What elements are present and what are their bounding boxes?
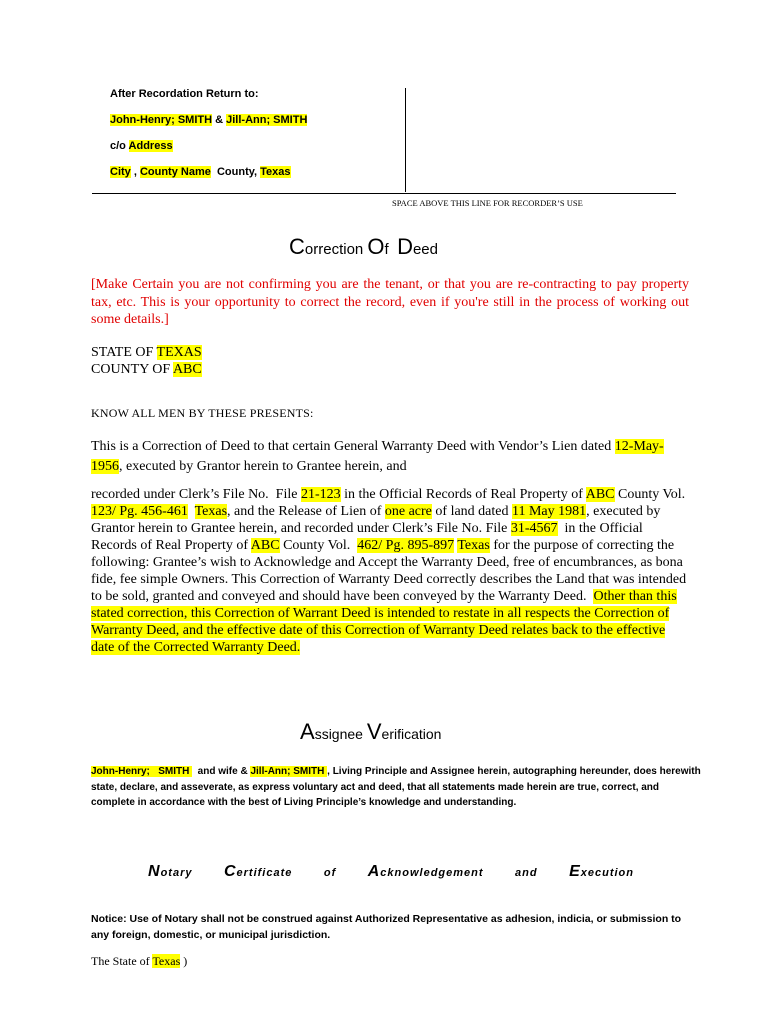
notary-word-6 <box>569 863 634 881</box>
p1-text-1: This is a Correction of Deed to that certain General Warranty Deed with Vendor’s Lien dated <box>91 439 615 454</box>
county-value: ABC <box>172 362 202 377</box>
care-of-label: c/o <box>110 140 129 152</box>
p2-text-1: recorded under Clerk’s File No. File <box>91 487 301 502</box>
state-of-paren: ) <box>180 954 188 968</box>
care-of-line <box>110 140 173 152</box>
acreage: one acre <box>384 504 432 519</box>
notary-rest-4: cknowledgement <box>380 867 484 879</box>
notary-rest-1: otary <box>160 867 193 879</box>
county-2: ABC <box>250 538 280 553</box>
state-of-label: The State of <box>91 954 153 968</box>
notary-word-1 <box>148 863 192 881</box>
p2-text-6: of land dated <box>431 504 512 519</box>
recorder-vertical-rule <box>405 88 406 192</box>
state-value: TEXAS <box>156 345 202 360</box>
notary-rest-2: ertificate <box>236 867 293 879</box>
grantee1-name: John-Henry; SMITH <box>110 114 213 126</box>
volume-1: 123/ Pg. 456-461 <box>91 504 188 519</box>
assignee-cap-a: A <box>300 719 315 744</box>
p1-text-2: , executed by Grantor herein to Grantee herein, and <box>119 459 407 474</box>
document-title <box>289 234 438 260</box>
county-1: ABC <box>585 487 615 502</box>
state-1: Texas <box>194 504 228 519</box>
assignee-name-2: Jill-Ann; SMITH <box>250 766 328 777</box>
release-date: 11 May 1981 <box>512 504 587 519</box>
notary-word-2 <box>224 863 292 881</box>
title-cap-d: D <box>397 234 413 259</box>
return-title: After Recordation Return to: <box>110 88 259 100</box>
lien-date: 12-May-1956 <box>91 439 664 474</box>
assignee-name-1: John-Henry; SMITH <box>91 766 193 777</box>
state-of-value: Texas <box>152 954 181 968</box>
title-part-2: f <box>384 241 398 258</box>
assignee-paragraph <box>91 764 703 811</box>
assignee-text-2: , Living Principle and Assignee herein, autographing hereunder, does herewith state, declare, and asseverate, as express voluntary act and deed, that all statements made herein are true, correct, and complete in accordance with the best of Living Principle’s knowledge and understanding. <box>91 766 701 808</box>
clerk-file-2: 31-4567 <box>510 521 558 536</box>
state-field: Texas <box>260 166 291 178</box>
notary-word-5: and <box>515 867 538 879</box>
address-field: Address <box>128 140 173 152</box>
notary-word-3: of <box>323 867 337 879</box>
p2-text-8: in the Official Records of Real Property of <box>91 521 647 553</box>
volume-2: 462/ Pg. 895-897 <box>357 538 455 553</box>
city-separator: , <box>130 166 140 178</box>
notary-rest-6: xecution <box>580 867 634 879</box>
assignee-text-1: and wife & <box>192 766 251 777</box>
notary-certificate-heading <box>148 863 634 881</box>
county-label: COUNTY OF <box>91 362 173 377</box>
title-cap-o: O <box>367 234 385 259</box>
recorder-note: SPACE ABOVE THIS LINE FOR RECORDER’S USE <box>392 198 583 208</box>
notary-cap-c: C <box>223 863 237 880</box>
p2-text-9: County Vol. <box>279 538 358 553</box>
assignee-part-2: erification <box>381 726 442 742</box>
p2-text-11: for the purpose of correcting the following: Grantee’s wish to Acknowledge and Accept the Warranty Deed, free of encumbrances, as bona fide, fee simple Owners. This Correction of Warranty Deed correctly describes the Land that was intended to be sold, granted and conveyed and should have been conveyed by the Warranty Deed. <box>91 538 690 604</box>
notice-paragraph: Notice: Use of Notary shall not be construed against Authorized Representative as adhesion, indicia, or submission to any foreign, domestic, or municipal jurisdiction. <box>91 913 682 941</box>
instruction-note: [Make Certain you are not confirming you are the tenant, or that you are re-contracting to pay property tax, etc. This is your opportunity to correct the record, even if you're still in the process of working out some details.] <box>91 277 689 327</box>
grantee-line <box>110 114 307 126</box>
state-of-line <box>91 954 187 969</box>
notary-cap-n: N <box>148 863 161 880</box>
know-all-men-line: KNOW ALL MEN BY THESE PRESENTS: <box>91 406 314 420</box>
clerk-file-1: 21-123 <box>300 487 341 502</box>
city-line <box>110 166 291 178</box>
county-word: County, <box>210 166 261 178</box>
city-field: City <box>110 166 131 178</box>
restatement-clause: Other than this stated correction, this Correction of Warrant Deed is intended to restate in all respects the Correction of Warranty Deed, and the effective date of this Correction of Warranty Deed relates back to the effective date of the Corrected Warranty Deed. <box>91 589 677 655</box>
p2-text-4 <box>188 504 195 519</box>
state-2: Texas <box>457 538 490 553</box>
title-part-1: orrection <box>304 241 368 258</box>
p2-text-7: , executed by Grantor herein to Grantee herein, and recorded under Clerk’s File No. File <box>91 504 661 536</box>
deed-paragraph-2 <box>91 486 691 656</box>
p2-text-2: in the Official Records of Real Property of <box>340 487 586 502</box>
notary-cap-e: E <box>569 863 581 880</box>
notary-word-4 <box>368 863 484 881</box>
state-county-block <box>91 344 202 378</box>
county-line <box>91 361 202 378</box>
deed-paragraph-1 <box>91 437 691 477</box>
assignee-cap-v: V <box>366 719 382 744</box>
grantee2-name: Jill-Ann; SMITH <box>226 114 308 126</box>
p2-text-5: , and the Release of Lien of <box>227 504 385 519</box>
state-label: STATE OF <box>91 345 157 360</box>
state-line <box>91 344 202 361</box>
title-part-3: eed <box>412 241 438 258</box>
p2-text-3: County Vol. <box>614 487 686 502</box>
ampersand: & <box>212 114 227 126</box>
assignee-verification-heading <box>300 719 441 745</box>
assignee-part-1: ssignee <box>314 726 367 742</box>
recorder-horizontal-rule <box>92 193 676 194</box>
county-name-field: County Name <box>139 166 211 178</box>
notary-cap-a: A <box>367 863 381 880</box>
title-cap-c: C <box>289 234 305 259</box>
